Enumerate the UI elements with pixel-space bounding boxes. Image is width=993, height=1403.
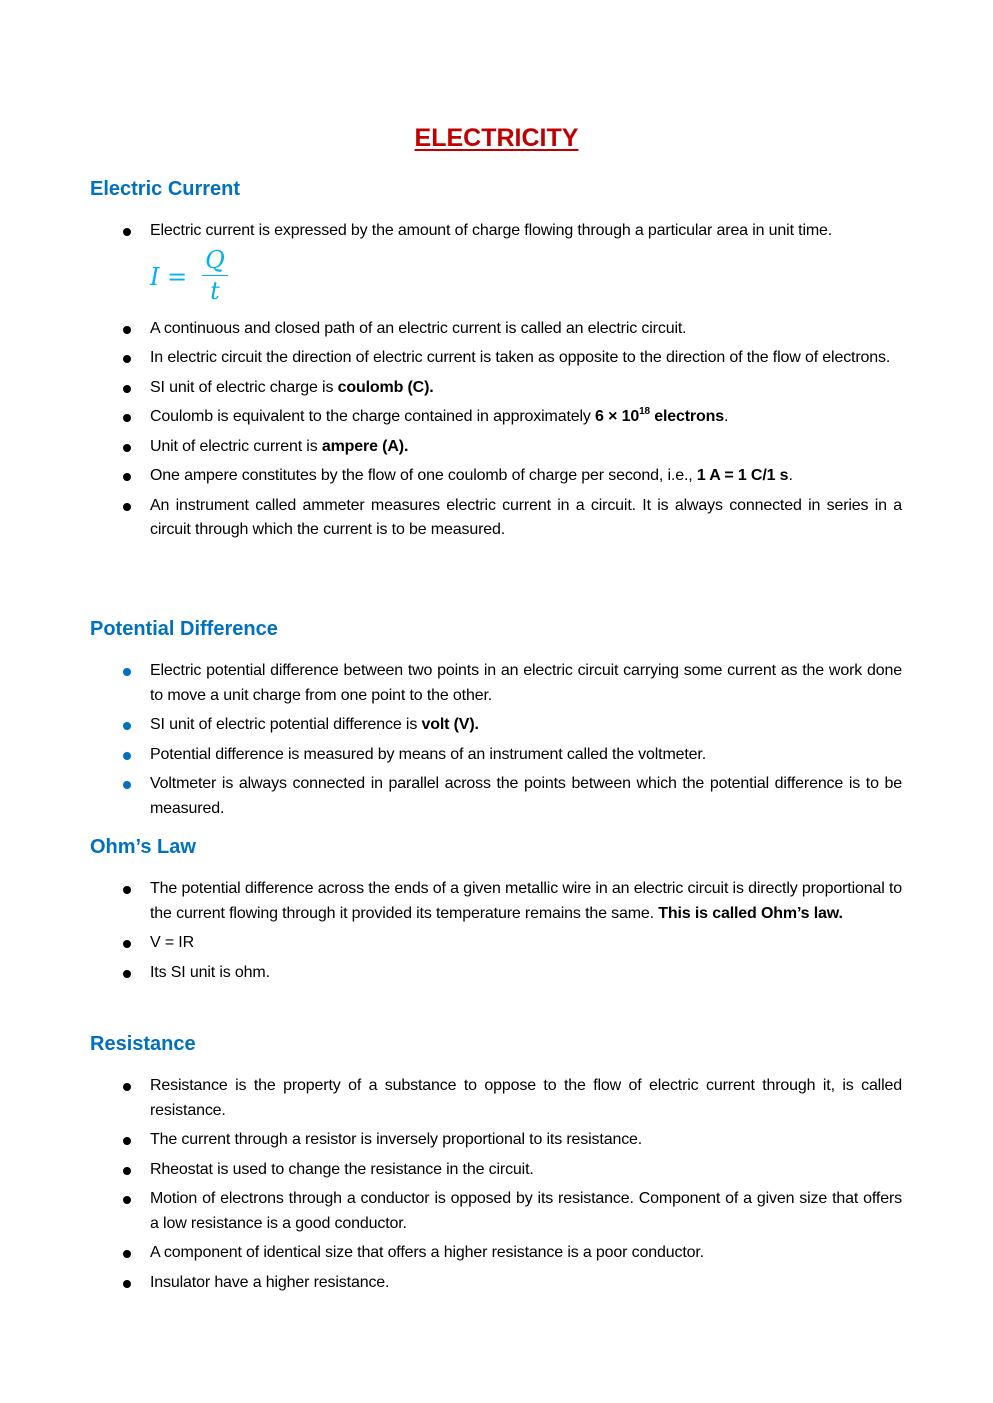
item-text: Electric potential difference between two points in an electric circuit carrying some current as the work done to move a unit charge from one point to the other. xyxy=(150,662,902,704)
item-text: A continuous and closed path of an electric current is called an electric circuit. xyxy=(150,319,687,337)
bullet-icon xyxy=(123,385,131,393)
item-text: Rheostat is used to change the resistance in the circuit. xyxy=(150,1160,534,1178)
item-bold-text: 1 A = 1 C/1 s xyxy=(696,467,789,484)
item-text: Potential difference is measured by means of an instrument called the voltmeter. xyxy=(150,745,707,763)
bullet-icon xyxy=(123,1280,131,1288)
item-text: Resistance is the property of a substance to oppose to the flow of electric current through it, is called resistance. xyxy=(150,1077,902,1119)
bullet-icon xyxy=(123,781,131,789)
item-text: The potential difference across the ends of a given metallic wire in an electric circuit is directly proportional to the current flowing through it provided its temperature remains the same. xyxy=(150,880,902,922)
bullet-list xyxy=(90,877,902,985)
list-item xyxy=(90,961,902,986)
bullet-icon xyxy=(123,668,131,676)
section-heading: Electric Current xyxy=(90,178,241,200)
list-item xyxy=(90,435,902,460)
current-formula xyxy=(150,245,902,311)
document-title: ELECTRICITY xyxy=(414,124,579,152)
section-electric-current xyxy=(90,176,902,548)
bullet-icon xyxy=(123,503,131,511)
list-item xyxy=(90,1074,902,1123)
item-text: Unit of electric current is xyxy=(150,437,322,455)
section-ohms-law xyxy=(90,834,902,990)
item-bold-text: electrons xyxy=(649,408,724,425)
item-text: An instrument called ammeter measures electric current in a circuit. It is always connected in series in a circuit through which the current is to be measured. xyxy=(150,496,902,538)
item-text: SI unit of electric charge is xyxy=(150,378,338,396)
section-resistance xyxy=(90,1031,902,1300)
item-bold-text: ampere (A). xyxy=(321,437,409,455)
list-item xyxy=(90,1158,902,1183)
item-text: Its SI unit is ohm. xyxy=(150,963,270,981)
bullet-icon xyxy=(123,722,131,730)
list-item xyxy=(90,317,902,342)
list-item xyxy=(90,743,902,768)
item-tail-text: . xyxy=(724,408,729,425)
formula-denominator: t xyxy=(210,276,220,305)
list-item xyxy=(90,1271,902,1296)
item-superscript-wrap xyxy=(639,408,650,425)
bullet-icon xyxy=(123,940,131,948)
item-bold-text: volt (V). xyxy=(421,716,479,733)
list-item xyxy=(90,405,902,430)
bullet-icon xyxy=(123,1167,131,1175)
bullet-icon xyxy=(123,1083,131,1091)
item-tail-text: . xyxy=(788,467,793,484)
bullet-list xyxy=(90,659,902,821)
list-item xyxy=(90,931,902,956)
item-text: SI unit of electric potential difference is xyxy=(150,716,422,733)
list-item xyxy=(90,1187,902,1236)
item-bold-text: This is called Ohm’s law. xyxy=(658,904,843,922)
section-heading: Potential Difference xyxy=(90,618,278,640)
item-text: One ampere constitutes by the flow of one coulomb of charge per second, i.e., xyxy=(150,467,697,484)
list-item xyxy=(90,219,902,244)
list-item xyxy=(90,713,902,738)
item-text: Coulomb is equivalent to the charge contained in approximately xyxy=(150,408,596,425)
item-text: Motion of electrons through a conductor is opposed by its resistance. Component of a given size that offers a low resistance is a good conductor. xyxy=(150,1190,902,1232)
item-bold-text: coulomb (C). xyxy=(337,378,434,396)
list-item xyxy=(90,877,902,926)
bullet-list xyxy=(90,1074,902,1295)
list-item xyxy=(90,772,902,821)
formula-numerator: Q xyxy=(202,245,228,276)
bullet-icon xyxy=(123,886,131,894)
item-text: The current through a resistor is inversely proportional to its resistance. xyxy=(150,1131,643,1148)
section-potential-difference xyxy=(90,616,902,826)
bullet-list xyxy=(90,219,902,543)
item-text: Voltmeter is always connected in parallel across the points between which the potential difference is to be measured. xyxy=(150,775,902,817)
list-item xyxy=(90,1241,902,1266)
list-item xyxy=(90,376,902,401)
bullet-icon xyxy=(123,970,131,978)
item-text: V = IR xyxy=(150,934,195,951)
formula-fraction xyxy=(202,245,228,306)
bullet-icon xyxy=(123,444,131,452)
item-text: A component of identical size that offers a higher resistance is a poor conductor. xyxy=(150,1244,704,1261)
item-text: Insulator have a higher resistance. xyxy=(150,1273,390,1291)
section-heading: Resistance xyxy=(90,1033,196,1055)
item-superscript: 18 xyxy=(639,406,650,417)
bullet-icon xyxy=(123,355,131,363)
bullet-icon xyxy=(123,228,131,236)
list-item xyxy=(90,659,902,708)
bullet-icon xyxy=(123,1137,131,1145)
section-heading: Ohm’s Law xyxy=(90,836,196,858)
list-item xyxy=(90,494,902,543)
item-text: In electric circuit the direction of electric current is taken as opposite to the direction of the flow of electrons. xyxy=(150,349,891,366)
list-item xyxy=(90,346,902,371)
formula-lhs: I = xyxy=(150,262,188,291)
bullet-icon xyxy=(123,473,131,481)
bullet-icon xyxy=(123,414,131,422)
list-item xyxy=(90,464,902,489)
bullet-icon xyxy=(123,326,131,334)
bullet-icon xyxy=(123,1250,131,1258)
item-text: Electric current is expressed by the amount of charge flowing through a particular area in unit time. xyxy=(150,222,833,239)
bullet-icon xyxy=(123,1196,131,1204)
item-bold-text: 6 × 10 xyxy=(595,408,640,425)
bullet-icon xyxy=(123,752,131,760)
list-item xyxy=(90,1128,902,1153)
